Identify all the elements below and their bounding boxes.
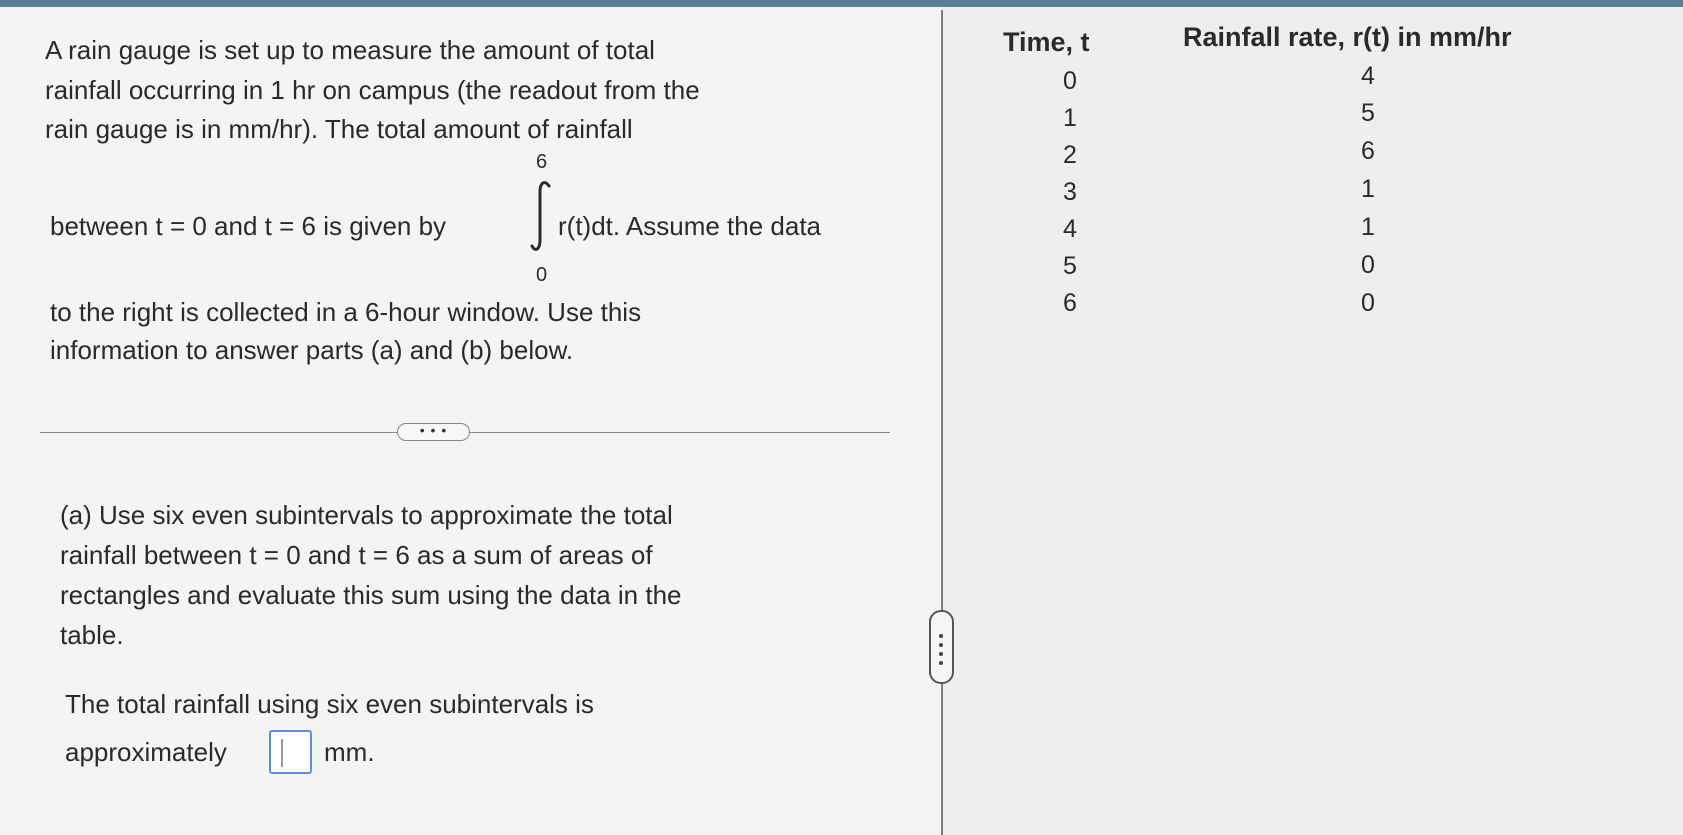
grip-dot: [939, 634, 943, 638]
answer-unit: mm.: [324, 737, 375, 767]
integral-upper-limit: 6: [536, 151, 548, 173]
time-cell: 3: [1063, 178, 1077, 206]
rate-cell: 0: [1361, 289, 1375, 317]
grip-dot: [939, 652, 943, 656]
table-header-time: Time, t: [1003, 27, 1090, 57]
rate-cell: 1: [1361, 175, 1375, 203]
rate-cell: 5: [1361, 99, 1375, 127]
show-more-button[interactable]: • • •: [397, 423, 470, 441]
problem-text-line-4-start: between t = 0 and t = 6 is given by: [50, 211, 447, 241]
time-cell: 6: [1063, 289, 1077, 317]
problem-text-line-3: rain gauge is in mm/hr). The total amount of rainfall: [45, 114, 633, 144]
panel-divider: [941, 10, 943, 835]
time-cell: 1: [1063, 104, 1077, 132]
table-header-rate: Rainfall rate, r(t) in mm/hr: [1183, 22, 1512, 52]
time-cell: 4: [1063, 215, 1077, 243]
rate-cell: 4: [1361, 62, 1375, 90]
time-cell: 2: [1063, 141, 1077, 169]
text-caret: [281, 739, 283, 767]
panel-resize-handle[interactable]: [929, 610, 954, 684]
problem-text-line-4-end: r(t)dt. Assume the data: [558, 211, 822, 241]
grip-dot: [939, 661, 943, 665]
problem-text-line-2: rainfall occurring in 1 hr on campus (the readout from the: [45, 75, 700, 105]
part-a-text-line-2: rainfall between t = 0 and t = 6 as a sum of areas of: [60, 540, 653, 570]
integral-lower-limit: 0: [536, 264, 548, 286]
grip-dot: [939, 643, 943, 647]
answer-prompt-line: The total rainfall using six even subintervals is: [65, 689, 594, 719]
rate-cell: 1: [1361, 213, 1375, 241]
time-cell: 0: [1063, 67, 1077, 95]
part-a-text-line-1: (a) Use six even subintervals to approximate the total: [60, 500, 673, 530]
problem-text-line-6: information to answer parts (a) and (b) below.: [50, 335, 574, 365]
time-cell: 5: [1063, 252, 1077, 280]
window-top-strip: [0, 0, 1683, 7]
problem-text-line-5: to the right is collected in a 6-hour window. Use this: [50, 297, 642, 327]
part-a-text-line-4: table.: [60, 620, 124, 650]
answer-input[interactable]: [269, 730, 312, 774]
rate-cell: 6: [1361, 137, 1375, 165]
integral-sign-icon: [529, 180, 553, 252]
answer-prefix: approximately: [65, 737, 227, 767]
rate-cell: 0: [1361, 251, 1375, 279]
part-a-text-line-3: rectangles and evaluate this sum using the data in the: [60, 580, 682, 610]
problem-text-line-1: A rain gauge is set up to measure the amount of total: [45, 35, 655, 65]
